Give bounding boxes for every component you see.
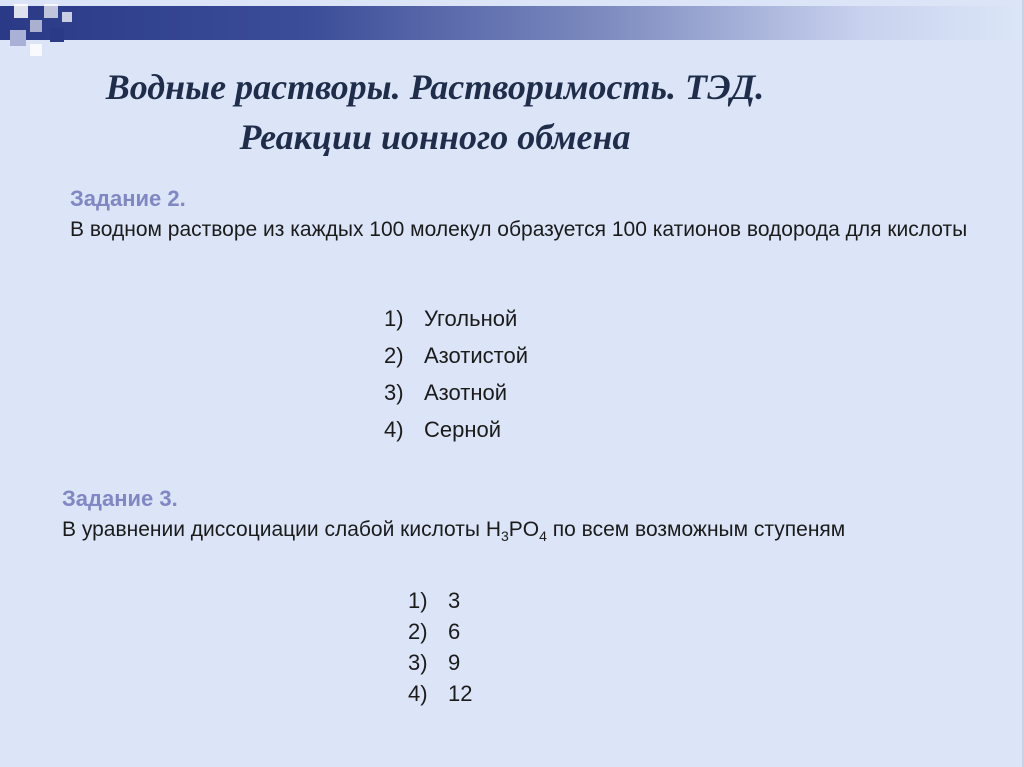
title-line-1: Водные растворы. Растворимость. ТЭД.	[105, 67, 765, 107]
option-number: 4)	[384, 417, 404, 442]
decorative-gradient-bar	[0, 6, 1016, 40]
option-label: 3	[448, 588, 461, 613]
option-number: 1)	[384, 306, 404, 331]
option-number: 3)	[408, 650, 428, 675]
option-label: Азотной	[424, 380, 508, 405]
task2-option	[384, 306, 528, 343]
task3-text-part: PO	[508, 518, 540, 541]
slide-title	[0, 62, 870, 162]
task3-option	[408, 619, 472, 650]
option-label: Серной	[424, 417, 502, 442]
task3-text-part: по всем возможным ступеням	[546, 518, 846, 541]
task3-option	[408, 650, 472, 681]
option-label: 9	[448, 650, 461, 675]
option-label: Угольной	[424, 306, 518, 331]
option-number: 2)	[408, 619, 428, 644]
task2-option	[384, 380, 528, 417]
option-number: 2)	[384, 343, 404, 368]
option-number: 3)	[384, 380, 404, 405]
task3-text-part: В уравнении диссоциации слабой кислоты H	[62, 518, 501, 541]
task2-heading: Задание 2.	[70, 186, 186, 211]
option-label: 12	[448, 681, 473, 706]
task3-option	[408, 588, 472, 619]
title-line-2: Реакции ионного обмена	[239, 117, 631, 157]
task3-options	[408, 588, 472, 712]
option-number: 1)	[408, 588, 428, 613]
task3-option	[408, 681, 472, 712]
subscript: 3	[501, 528, 509, 545]
task3-text	[62, 516, 987, 550]
option-label: Азотистой	[424, 343, 528, 368]
task2-text: В водном растворе из каждых 100 молекул образуется 100 катионов водорода для кислоты	[70, 218, 968, 241]
subscript: 4	[539, 528, 547, 545]
task2-option	[384, 343, 528, 380]
option-label: 6	[448, 619, 461, 644]
task3-heading: Задание 3.	[62, 486, 178, 511]
option-number: 4)	[408, 681, 428, 706]
task2-options	[384, 306, 528, 454]
task2-option	[384, 417, 528, 454]
